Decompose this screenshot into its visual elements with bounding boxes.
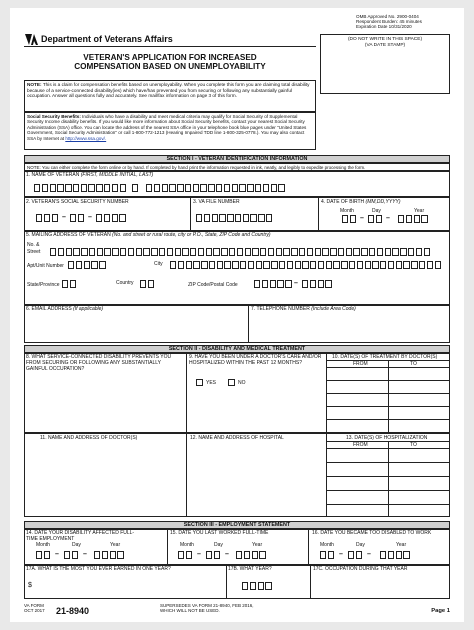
- ssn-part1-cells[interactable]: [36, 214, 58, 222]
- veteran-middle-initial-cell[interactable]: [132, 184, 138, 192]
- field17b-label: 17B. WHAT YEAR?: [228, 566, 272, 572]
- form-page: OMB Approved No. 2900-0404 Respondent Burden: 45 minutes Expiration Date 10/31/2020 Department of Veterans Affairs (DO NOT WRITE IN THIS SPACE) (VA DATE STAMP) VETERAN'S APPLICATION FOR INCREASED COMPENSATION BASED ON UNEMPLOYABILITY NOTE: This is a claim for compensation benefits based on unemployability. When you complete this form you are claiming total disability because of a service-connected disability(ies) which have/has prevented you from securing or following any substantially gainful occupation. Answer all questions fully and accurately. See mail/fax information on page 3 of this form. Social Security Benefits: Individuals who have a disability and meet medical criteria may qualify for Social Security of Supplemental Security Income disability benefits. If you would like more information about Social Security benefits, contact your nearest Social Security Administration (SSA) office. You can locate the address of the nearest SSA office in your telephone book blue pages under "United States Government, Social Security Administration" or call 1-800-772-1213 (Hearing Impaired TDD line 1-800-325-0778.). You may also contact SSA by Internet at http://www.ssa.gov/. SECTION I - VETERAN IDENTIFICATION INFORMATION NOTE: You can either complete the form online or by hand. If completed by hand print the information requested in ink, neatly, and legibly to expedite processing the form. 1. NAME OF VETERAN (FIRST, MIDDLE INITIAL, LAST) 2. VETERAN'S SOCIAL SECURITY NUMBER – – 3. VA FILE NUMBER 4. DATE OF BIRTH (MM,DD,YYYY) Month Day Year – – 5. MAILING ADDRESS OF VETERAN (No. and street or rural route, city or P.O., State, ZIP Code and Country) No. & Street Apt/Unit Number City State/Province Country ZIP Code/Postal Code – 6. EMAIL ADDRESS (If applicable) 7. TELEPHONE NUMBER (Include Area Code) SECTION II - DISABILITY AND MEDICAL TREATMENT 8. WHAT SERVICE-CONNECTED DISABILITY PREVENTS YOU FROM SECURING OR FOLLOWING ANY SUBSTANTIALLY GAINFUL OCCUPATION? 9. HAVE YOU BEEN UNDER A DOCTOR'S CARE AND/OR HOSPITALIZED WITHIN THE PAST 12 MONTHS? YES NO 10. DATE(S) OF TREATMENT BY DOCTOR(S) FROM TO 11. NAME AND ADDRESS OF DOCTOR(S) 12. NAME AND ADDRESS OF HOSPITAL 13. DATE(S) OF HOSPITALIZATION FROM TO SECTION III - EMPLOYMENT STATEMENT 14. DATE YOUR DISABILITY AFFECTED FULL-TIME EMPLOYMENT 15. DATE YOU LAST WORKED FULL-TIME 16. DATE YOU BECAME TOO DISABLED TO WORK Month Day Year – – Month Day Year – – Month Day Year – – 17A. WHAT IS THE MOST YOU EVER EARNED IN ONE YEAR? 17B. WHAT YEAR? 17C. OCCUPATION DURING THAT YEAR $ VA FORM OCT 2017 21-8940 SUPERSEDES VA FORM 21-8940, FEB 2016, WHICH WILL NOT BE USED. Page 1: [10, 8, 464, 622]
- field17c-label: 17C. OCCUPATION DURING THAT YEAR: [313, 566, 408, 572]
- va-date-stamp-box: [320, 34, 450, 94]
- ssa-link[interactable]: http://www.ssa.gov/.: [65, 135, 107, 141]
- f16-day-label: Day: [356, 542, 365, 548]
- f16-month-cells[interactable]: [320, 551, 334, 559]
- note-label: NOTE:: [27, 82, 42, 87]
- field13-to-label: TO: [410, 442, 417, 448]
- ssb-text-block: [27, 114, 313, 141]
- f14-year-label: Year: [110, 542, 121, 548]
- omb-number: OMB Approved No. 2900-0404: [356, 14, 419, 19]
- field11-label: 11. NAME AND ADDRESS OF DOCTOR(S): [40, 435, 138, 441]
- field14-label: 14. DATE YOUR DISABILITY AFFECTED FULL-TIME EMPLOYMENT: [26, 530, 135, 542]
- field1-label: [26, 172, 153, 178]
- f15-month-label: Month: [180, 542, 194, 548]
- dob-day-label: Day: [372, 208, 381, 214]
- field1-label-text: 1. NAME OF VETERAN: [26, 172, 80, 178]
- field4-hint: (MM,DD,YYYY): [365, 199, 401, 205]
- f16-year-label: Year: [396, 542, 407, 548]
- field7-label-text: 7. TELEPHONE NUMBER: [251, 306, 310, 312]
- ssb-label: Social Security Benefits:: [27, 114, 81, 119]
- note-box: [24, 80, 316, 112]
- f14-month-cells[interactable]: [36, 551, 50, 559]
- field10-from-label: FROM: [353, 361, 368, 367]
- country-label: Country: [116, 280, 134, 286]
- field5-hint: (No. and street or rural route, city or P.O., State, ZIP Code and Country): [112, 232, 271, 238]
- field5-label-text: 5. MAILING ADDRESS OF VETERAN: [26, 232, 111, 238]
- field1-hint: (FIRST, MIDDLE INITIAL, LAST): [80, 172, 154, 178]
- no-street-label-2: Street: [27, 249, 41, 255]
- dob-day-cells[interactable]: [368, 215, 382, 223]
- field9-label: 9. HAVE YOU BEEN UNDER A DOCTOR'S CARE AND/OR HOSPITALIZED WITHIN THE PAST 12 MONTHS?: [189, 354, 322, 366]
- apt-label: Apt/Unit Number: [27, 263, 64, 269]
- footer-form-id: [24, 603, 45, 614]
- telephone-input[interactable]: [252, 314, 446, 340]
- city-cells[interactable]: [170, 261, 441, 269]
- veteran-last-name-cells[interactable]: [146, 184, 285, 192]
- field4-label-text: 4. DATE OF BIRTH: [321, 199, 365, 205]
- city-label: City: [154, 261, 163, 267]
- field4-label: [321, 199, 401, 205]
- no-street-label: [27, 242, 40, 256]
- form-title-line1: VETERAN'S APPLICATION FOR INCREASED: [83, 53, 257, 62]
- zip-part2-cells[interactable]: [302, 280, 332, 288]
- form-title-line2: COMPENSATION BASED ON UNEMPLOYABILITY: [74, 62, 266, 71]
- va-file-number-cells[interactable]: [196, 214, 272, 222]
- va-date-stamp-label: (VA DATE STAMP): [364, 43, 406, 48]
- zip-label: ZIP Code/Postal Code: [188, 282, 238, 288]
- field5-label: [26, 232, 271, 238]
- field6-label-text: 6. EMAIL ADDRESS: [26, 306, 72, 312]
- ssn-part2-cells[interactable]: [70, 214, 84, 222]
- f16-year-cells[interactable]: [380, 551, 410, 559]
- f17b-year-cells[interactable]: [242, 582, 272, 590]
- field6-label: [26, 306, 103, 312]
- dollar-sign: $: [28, 582, 32, 589]
- field13-label: 13. DATE(S) OF HOSPITALIZATION: [346, 435, 428, 441]
- veteran-first-name-cells[interactable]: [34, 184, 126, 192]
- no-checkbox[interactable]: [228, 379, 235, 386]
- ssb-text: Individuals who have a disability and meet medical criteria may qualify for Social Security of Supplemental Security Income disability benefits. If you would like more information about Social Security benefits, contact your nearest Social Security Administration (SSA) office. You can locate the address of the nearest SSA office in your telephone book blue pages under "United States Government, Social Security Administration" or call 1-800-772-1213 (Hearing Impaired TDD line 1-800-325-0778.). You may also contact SSA by Internet at: [27, 114, 307, 141]
- field7-label: [251, 306, 356, 312]
- country-cells[interactable]: [140, 280, 154, 288]
- field7-hint: (Include Area Code): [311, 306, 356, 312]
- footer-date: OCT 2017: [24, 608, 45, 614]
- field8-label: 8. WHAT SERVICE-CONNECTED DISABILITY PREVENTS YOU FROM SECURING OR FOLLOWING ANY SUBSTANTIALLY GAINFUL OCCUPATION?: [26, 354, 172, 372]
- field10-to-label: TO: [410, 361, 417, 367]
- no-street-label-1: No. &: [27, 242, 40, 248]
- field2-label: 2. VETERAN'S SOCIAL SECURITY NUMBER: [26, 199, 129, 205]
- section3-header: SECTION III - EMPLOYMENT STATEMENT: [24, 521, 450, 529]
- most-earned-input[interactable]: [38, 576, 222, 596]
- no-label: NO: [238, 380, 246, 386]
- state-label: State/Province: [27, 282, 60, 288]
- footer-page-number: Page 1: [431, 608, 450, 614]
- agency-name: Department of Veterans Affairs: [41, 34, 173, 44]
- dob-year-cells[interactable]: [398, 215, 428, 223]
- apt-cells[interactable]: [68, 261, 106, 269]
- street-cells[interactable]: [50, 248, 430, 256]
- ssn-part3-cells[interactable]: [96, 214, 126, 222]
- yes-checkbox[interactable]: [196, 379, 203, 386]
- note-text-block: [27, 82, 313, 99]
- dob-year-label: Year: [414, 208, 425, 214]
- f14-year-cells[interactable]: [94, 551, 124, 559]
- ssb-box: [24, 112, 316, 150]
- f14-day-label: Day: [72, 542, 81, 548]
- section1-header: SECTION I - VETERAN IDENTIFICATION INFORMATION: [24, 155, 450, 163]
- field12-label: 12. NAME AND ADDRESS OF HOSPITAL: [190, 435, 284, 441]
- field17a-label: 17A. WHAT IS THE MOST YOU EVER EARNED IN ONE YEAR?: [26, 566, 171, 572]
- form-title: [50, 53, 290, 71]
- email-input[interactable]: [28, 314, 244, 340]
- f16-month-label: Month: [320, 542, 334, 548]
- f16-day-cells[interactable]: [348, 551, 362, 559]
- footer-form-number: 21-8940: [56, 606, 90, 616]
- field16-label: 16. DATE YOU BECAME TOO DISABLED TO WORK: [312, 530, 432, 536]
- occupation-input[interactable]: [314, 576, 446, 596]
- f15-day-cells[interactable]: [206, 551, 220, 559]
- footer-supersedes-2: WHICH WILL NOT BE USED.: [160, 608, 220, 614]
- f14-month-label: Month: [36, 542, 50, 548]
- section2-header: SECTION II - DISABILITY AND MEDICAL TREATMENT: [24, 345, 450, 353]
- dob-month-cells[interactable]: [342, 215, 356, 223]
- footer-va-form: VA FORM: [24, 603, 44, 608]
- f15-year-label: Year: [252, 542, 263, 548]
- va-seal-logo: [24, 33, 39, 46]
- expiration-date: Expiration Date 10/31/2020: [356, 24, 412, 30]
- section1-note-text: NOTE: You can either complete the form online or by hand. If completed by hand print the information requested in ink, neatly, and legibly to expedite processing the form.: [27, 165, 366, 170]
- f15-month-cells[interactable]: [178, 551, 192, 559]
- field10-label: 10. DATE(S) OF TREATMENT BY DOCTOR(S): [332, 354, 438, 360]
- f15-day-label: Day: [214, 542, 223, 548]
- footer-supersedes: [160, 603, 253, 614]
- field15-label: 15. DATE YOU LAST WORKED FULL-TIME: [170, 530, 269, 536]
- note-text: This is a claim for compensation benefits based on unemployability. When you complete this form you are claiming total disability because of a service-connected disability(ies) which have/has prevented you from securing or following any substantially gainful occupation. Answer all questions fully and accurately. See mail/fax information on page 3 of this form.: [27, 82, 310, 99]
- do-not-write-label: (DO NOT WRITE IN THIS SPACE): [347, 37, 423, 42]
- field6-hint: (If applicable): [73, 306, 104, 312]
- dob-month-label: Month: [340, 208, 354, 214]
- zip-part1-cells[interactable]: [254, 280, 292, 288]
- field3-label: 3. VA FILE NUMBER: [193, 199, 240, 205]
- state-cells[interactable]: [62, 280, 76, 288]
- respondent-burden: Respondent Burden: 45 minutes: [356, 19, 422, 25]
- field13-from-label: FROM: [353, 442, 368, 448]
- f15-year-cells[interactable]: [236, 551, 266, 559]
- omb-info: [356, 14, 442, 30]
- yes-label: YES: [206, 380, 217, 386]
- footer-supersedes-1: SUPERSEDES VA FORM 21-8940, FEB 2016,: [160, 603, 254, 608]
- section1-note: [24, 163, 450, 171]
- f14-day-cells[interactable]: [64, 551, 78, 559]
